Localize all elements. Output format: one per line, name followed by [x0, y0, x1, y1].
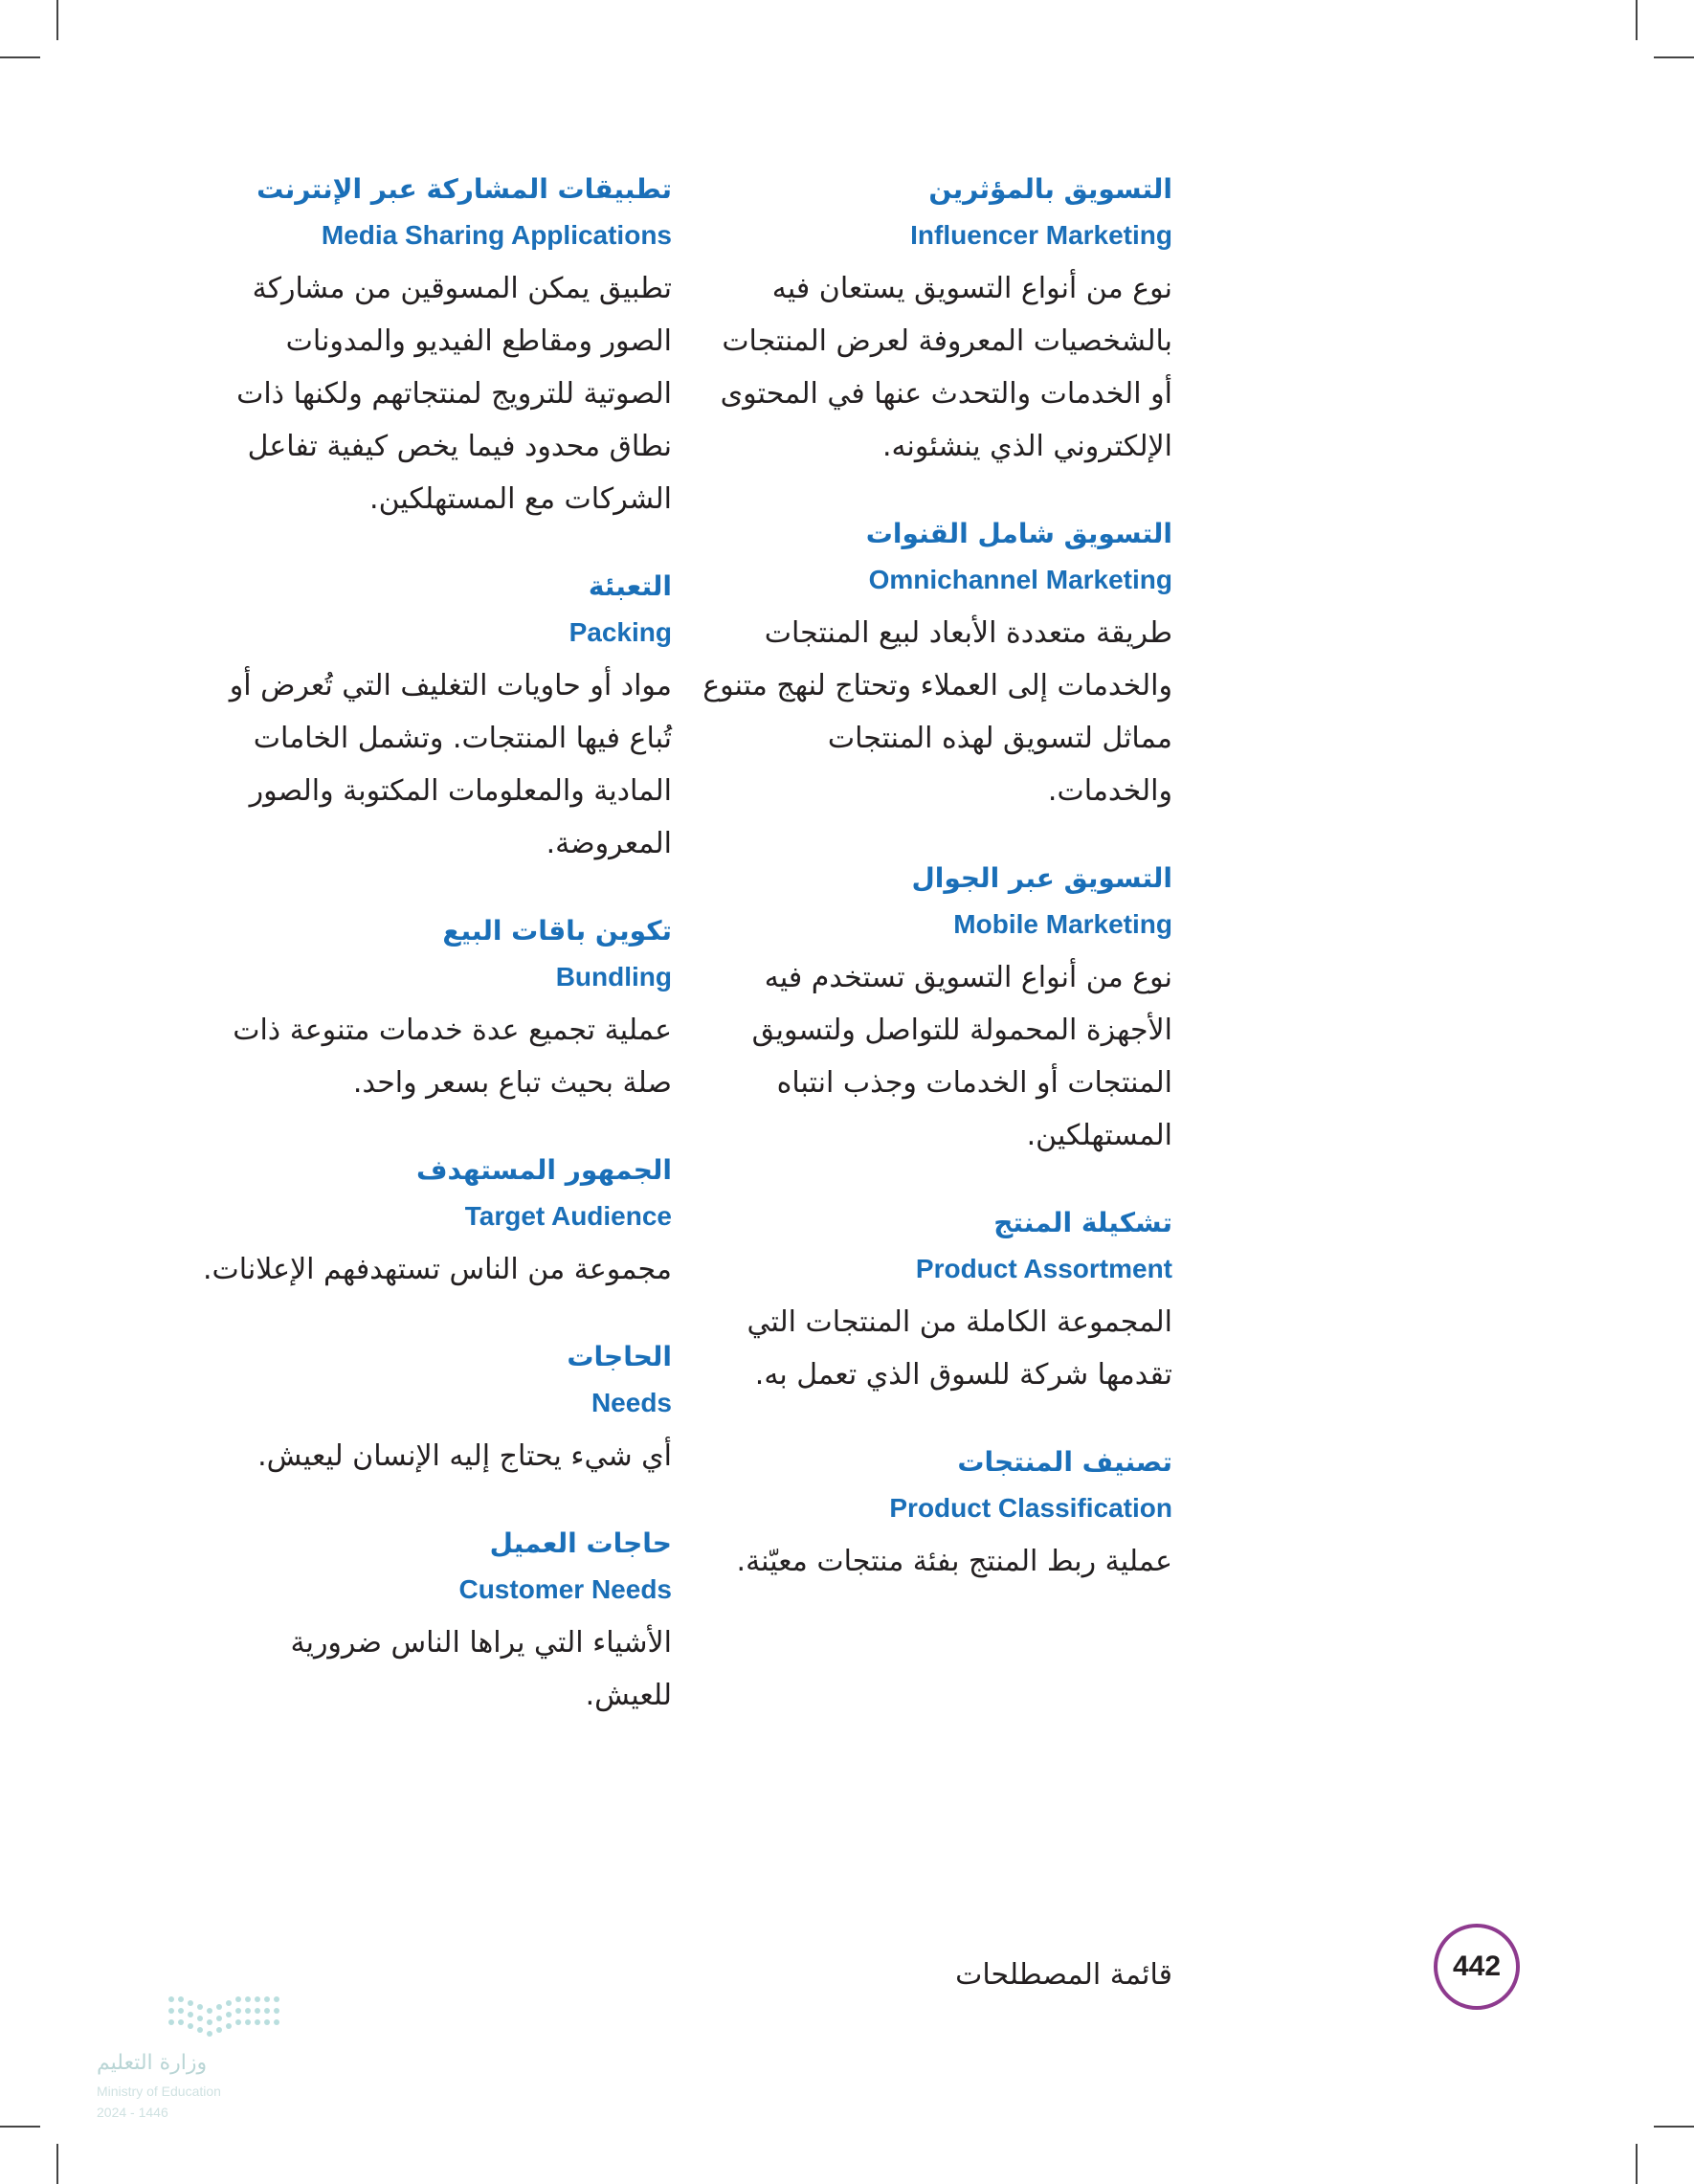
term-definition: نوع من أنواع التسويق تستخدم فيه الأجهزة المحمولة للتواصل ولتسويق المنتجات أو الخدمات وجذب انتباه المستهلكين. [751, 961, 1172, 1152]
term-english: Needs [591, 1388, 672, 1417]
term-arabic: التسويق شامل القنوات [865, 518, 1172, 549]
term-definition: أي شيء يحتاج إليه الإنسان ليعيش. [257, 1439, 672, 1473]
crop-mark [56, 2144, 58, 2184]
term-arabic: الجمهور المستهدف [416, 1154, 672, 1186]
section-title: قائمة المصطلحات [955, 1958, 1172, 1992]
crop-mark [56, 0, 58, 40]
term-arabic: تصنيف المنتجات [957, 1446, 1172, 1478]
term-arabic: تشكيلة المنتج [993, 1207, 1172, 1238]
term-english: Bundling [555, 962, 672, 992]
glossary-column-left [196, 163, 672, 1756]
glossary-entry [196, 163, 672, 525]
term-english: Target Audience [464, 1201, 672, 1231]
term-definition: عملية تجميع عدة خدمات متنوعة ذات صلة بحيث تباع بسعر واحد. [233, 1014, 672, 1100]
term-definition: الأشياء التي يراها الناس ضرورية للعيش. [290, 1626, 672, 1712]
glossary-entry [699, 1196, 1172, 1401]
term-definition: مواد أو حاويات التغليف التي تُعرض أو تُباع فيها المنتجات. وتشمل الخامات المادية والمعلومات المكتوبة والصور المعروضة. [229, 669, 672, 860]
term-definition: عملية ربط المنتج بفئة منتجات معيّنة. [736, 1545, 1172, 1578]
logo-year: 2024 - 1446 [97, 2105, 168, 2120]
glossary-entry [196, 1517, 672, 1722]
crop-mark [1654, 2126, 1694, 2128]
glossary-entry [699, 507, 1172, 817]
term-arabic: تطبيقات المشاركة عبر الإنترنت [256, 173, 672, 205]
term-definition: مجموعة من الناس تستهدفهم الإعلانات. [203, 1253, 672, 1286]
ministry-logo [91, 1986, 321, 2139]
crop-mark [1636, 0, 1638, 40]
term-english: Product Classification [889, 1493, 1172, 1523]
crop-mark [1636, 2144, 1638, 2184]
term-english: Media Sharing Applications [321, 220, 672, 250]
term-arabic: تكوين باقات البيع [442, 915, 672, 947]
term-english: Influencer Marketing [910, 220, 1172, 250]
term-english: Packing [568, 617, 672, 647]
glossary-entry [196, 1330, 672, 1482]
glossary-entry [699, 852, 1172, 1162]
logo-dots-icon [91, 1986, 321, 2053]
page-number-badge [1434, 1924, 1520, 2010]
glossary-entry [196, 560, 672, 870]
crop-mark [0, 56, 40, 58]
term-english: Mobile Marketing [953, 909, 1172, 939]
term-arabic: الحاجات [567, 1341, 672, 1372]
term-english: Product Assortment [915, 1254, 1172, 1283]
term-definition: المجموعة الكاملة من المنتجات التي تقدمها شركة للسوق الذي تعمل به. [747, 1305, 1172, 1392]
term-definition: طريقة متعددة الأبعاد لبيع المنتجات والخدمات إلى العملاء وتحتاج لنهج متنوع مماثل لتسويق لهذه المنتجات والخدمات. [702, 616, 1172, 808]
glossary-entry [699, 1436, 1172, 1588]
glossary-entry [196, 904, 672, 1109]
crop-mark [0, 2126, 40, 2128]
page-number: 442 [1452, 1950, 1502, 1982]
term-definition: تطبيق يمكن المسوقين من مشاركة الصور ومقاطع الفيديو والمدونات الصوتية للترويج لمنتجاتهم ولكنها ذات نطاق محدود فيما يخص كيفية تفاعل الشركات مع المستهلكين. [236, 272, 672, 516]
logo-name-arabic: وزارة التعليم [97, 2051, 208, 2075]
term-arabic: التسويق عبر الجوال [911, 862, 1172, 894]
glossary-column-right [699, 163, 1172, 1622]
term-english: Omnichannel Marketing [868, 565, 1172, 594]
term-definition: نوع من أنواع التسويق يستعان فيه بالشخصيات المعروفة لعرض المنتجات أو الخدمات والتحدث عنها في المحتوى الإلكتروني الذي ينشئونه. [720, 272, 1172, 463]
term-arabic: التسويق بالمؤثرين [928, 173, 1172, 205]
glossary-entry [699, 163, 1172, 473]
crop-mark [1654, 56, 1694, 58]
term-arabic: حاجات العميل [489, 1527, 672, 1559]
term-arabic: التعبئة [588, 570, 672, 602]
term-english: Customer Needs [458, 1574, 672, 1604]
glossary-entry [196, 1144, 672, 1296]
logo-name-english: Ministry of Education [97, 2084, 221, 2099]
